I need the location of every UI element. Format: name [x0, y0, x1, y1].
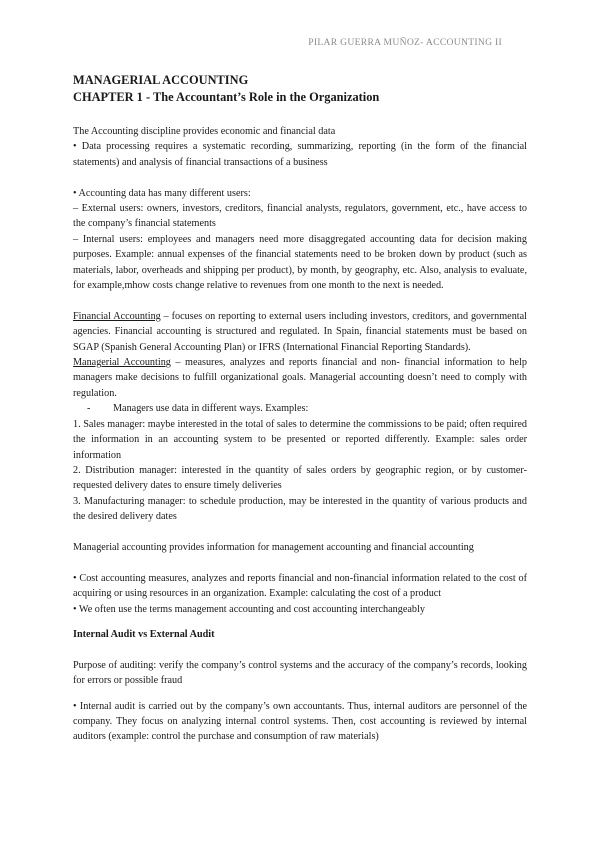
section-heading: Internal Audit vs External Audit: [73, 628, 215, 640]
paragraph: • We often use the terms management accounting and cost accounting interchangeably: [73, 603, 425, 615]
paragraph: • Data processing requires a systematic recording, summarizing, reporting (in the form of the financial statements) and analysis of financial transactions of a business: [73, 141, 527, 168]
example-item: 3. Manufacturing manager: to schedule production, may be interested in the quantity of various products and the desired delivery dates: [73, 495, 527, 523]
financial-accounting-term: Financial Accounting: [73, 310, 161, 322]
document-body: [73, 124, 527, 745]
paragraph: – Internal users: employees and managers need more disaggregated accounting data for decision making purposes. Example: annual expenses of the financial statements need to be broken down by product (such as materials, labor, overheads and shipping per product), by month, by geography, etc. Also, analysis to evaluate, for example,mhow costs change relative to revenues from one month to the next is needed.: [73, 233, 527, 292]
dash-marker: -: [87, 403, 91, 415]
managerial-accounting-paragraph: Managerial Accounting – measures, analyzes and reports financial and non- financial information to help managers make decisions to fulfill organizational goals. Managerial accounting doesn’t need to comply with regulation.: [73, 357, 527, 399]
paragraph: • Cost accounting measures, analyzes and reports financial and non-financial information related to the cost of acquiring or using resources in an organization. Example: calculating the cost of a product: [73, 572, 527, 600]
chapter-title: CHAPTER 1 - The Accountant’s Role in the Organization: [73, 90, 380, 104]
title-block: [73, 72, 527, 106]
paragraph: • Accounting data has many different users:: [73, 187, 251, 199]
managerial-accounting-term: Managerial Accounting: [73, 357, 171, 369]
dash-list-item: - Managers use data in different ways. Examples:: [73, 401, 527, 416]
paragraph: Managerial accounting provides information for management accounting and financial accounting: [73, 541, 474, 553]
paragraph: The Accounting discipline provides economic and financial data: [73, 126, 336, 137]
paragraph: Purpose of auditing: verify the company’s control systems and the accuracy of the company’s records, looking for errors or possible fraud: [73, 659, 527, 687]
paragraph: – External users: owners, investors, creditors, financial analysts, regulators, government, etc., have access to the company’s financial statements: [73, 203, 527, 230]
example-item: 2. Distribution manager: interested in the quantity of sales orders by geographic region, or by customer-requested delivery dates to ensure timely deliveries: [73, 464, 527, 492]
document-title: MANAGERIAL ACCOUNTING: [73, 73, 249, 87]
paragraph: • Internal audit is carried out by the company’s own accountants. Thus, internal auditors are personnel of the company. They focus on analyzing internal control systems. Then, cost accounting is reviewed by internal auditors (example: control the purchase and consumption of raw materials): [73, 700, 527, 743]
example-item: 1. Sales manager: maybe interested in the total of sales to determine the commissions to be paid; often required the information in an accounting system to be presented or reported differently. Example: sales order information: [73, 418, 527, 461]
financial-accounting-paragraph: Financial Accounting – focuses on reporting to external users including investors, creditors, and governmental agencies. Financial accounting is structured and regulated. In Spain, financial statements must be based on SGAP (Spanish General Accounting Plan) or IFRS (International Financial Reporting Standards).: [73, 310, 527, 353]
page-header: PILAR GUERRA MUÑOZ- ACCOUNTING II: [308, 37, 502, 48]
